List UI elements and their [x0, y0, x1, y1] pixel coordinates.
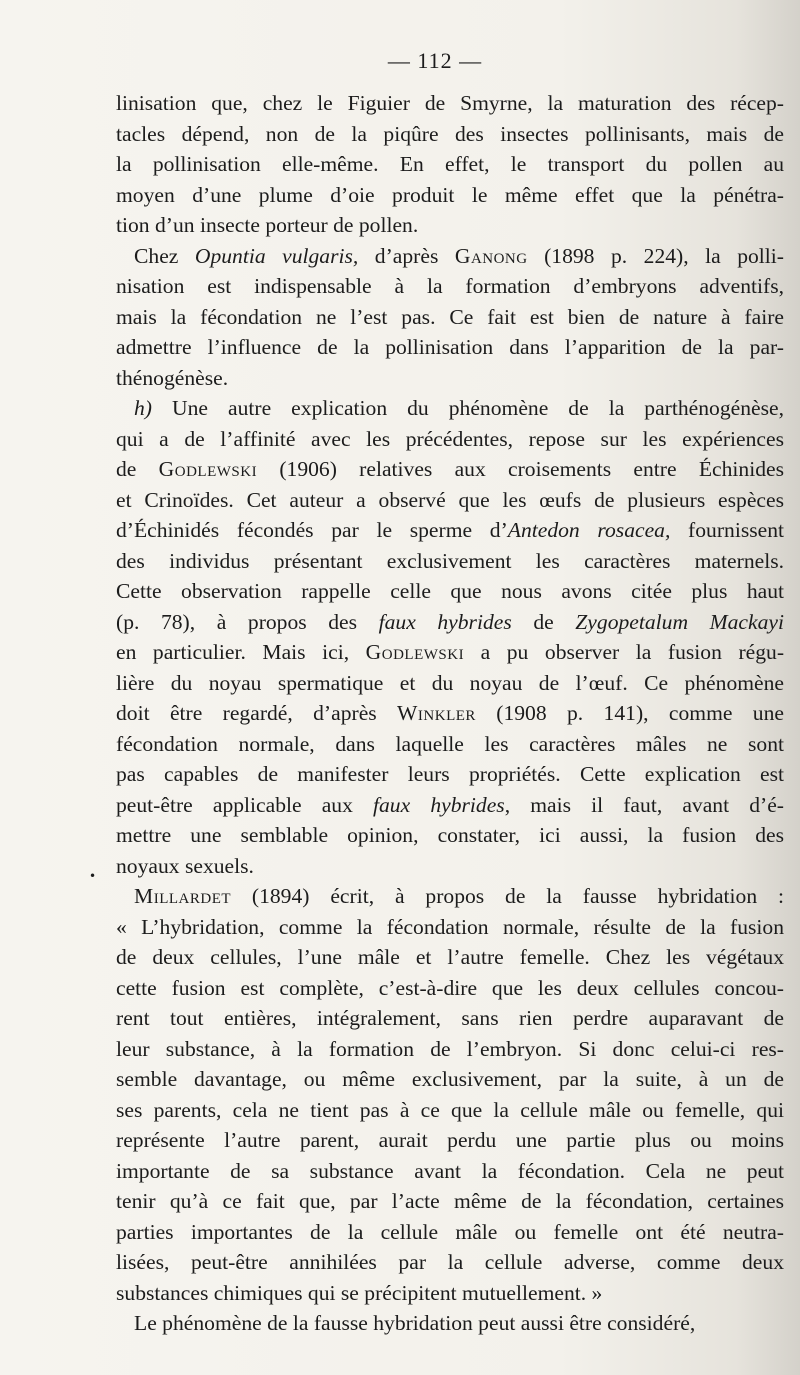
text-line: h) Une autre explication du phénomène de la parthénogénèse, [134, 396, 784, 420]
text-line: substances chimiques qui se précipitent mutuellement. » [116, 1280, 603, 1305]
text-line: nisation est indispensable à la formation d’embryons adventifs, [116, 274, 784, 298]
page-number: — 112 — [387, 48, 483, 73]
text-line: de Godlewski (1906) relatives aux croisements entre Échinides [116, 457, 785, 481]
text-line: « L’hybridation, comme la fécondation normale, résulte de la fusion [116, 914, 784, 939]
text-line: mettre une semblable opinion, constater, ici aussi, la fusion des [116, 823, 784, 847]
paragraph [116, 881, 784, 1308]
text-line: parties importantes de la cellule mâle ou femelle ont été neutra- [116, 1219, 784, 1244]
text-line: ses parents, cela ne tient pas à ce que la cellule mâle ou femelle, qui [116, 1097, 784, 1122]
text-line: Millardet (1894) écrit, à propos de la fausse hybridation : [134, 884, 784, 908]
text-line: (p. 78), à propos des faux hybrides de Zygopetalum Mackayi [116, 609, 784, 634]
text-line: fécondation normale, dans laquelle les caractères mâles ne sont [116, 731, 784, 756]
text-line: leur substance, à la formation de l’embryon. Si donc celui-ci res- [116, 1036, 784, 1061]
text-line: la pollinisation elle-même. En effet, le transport du pollen au [116, 152, 784, 176]
text-line: représente l’autre parent, aurait perdu une partie plus ou moins [116, 1128, 784, 1152]
text-line: qui a de l’affinité avec les précédentes, repose sur les expériences [116, 426, 784, 451]
text-line: cette fusion est complète, c’est-à-dire que les deux cellules concou- [116, 975, 784, 1000]
text-line: tenir qu’à ce fait que, par l’acte même de la fécondation, certaines [116, 1189, 784, 1213]
text-line: peut-être applicable aux faux hybrides, mais il faut, avant d’é- [116, 792, 784, 817]
paragraph [116, 1308, 784, 1339]
text-line: tacles dépend, non de la piqûre des insectes pollinisants, mais de [116, 121, 784, 146]
text-line: rent tout entières, intégralement, sans rien perdre auparavant de [116, 1006, 784, 1030]
text-line: des individus présentant exclusivement les caractères maternels. [116, 548, 784, 573]
paragraph [116, 88, 784, 241]
paragraph [116, 393, 784, 881]
paragraph [116, 241, 784, 394]
margin-bullet: • [89, 869, 97, 883]
text-line: et Crinoïdes. Cet auteur a observé que les œufs de plusieurs espèces [116, 487, 784, 512]
text-line: doit être regardé, d’après Winkler (1908 p. 141), comme une [116, 701, 784, 725]
text-line: Chez Opuntia vulgaris, d’après Ganong (1898 p. 224), la polli- [134, 243, 784, 268]
text-line: importante de sa substance avant la fécondation. Cela ne peut [116, 1158, 784, 1183]
text-line: en particulier. Mais ici, Godlewski a pu observer la fusion régu- [116, 640, 785, 664]
text-line: d’Échinidés fécondés par le sperme d’Antedon rosacea, fournissent [116, 518, 785, 542]
text-line: linisation que, chez le Figuier de Smyrne, la maturation des récep- [116, 91, 784, 115]
text-line: Cette observation rappelle celle que nous avons citée plus haut [116, 579, 784, 603]
text-line: Le phénomène de la fausse hybridation peut aussi être considéré, [134, 1311, 696, 1335]
text-line: de deux cellules, l’une mâle et l’autre femelle. Chez les végétaux [116, 945, 784, 969]
text-line: thénogénèse. [116, 365, 229, 390]
text-line: noyaux sexuels. [116, 853, 254, 878]
text-line: admettre l’influence de la pollinisation dans l’apparition de la par- [116, 335, 784, 359]
text-line: moyen d’une plume d’oie produit le même effet que la pénétra- [116, 182, 784, 207]
body-text [116, 88, 784, 1339]
text-line: pas capables de manifester leurs propriétés. Cette explication est [116, 762, 784, 786]
text-line: mais la fécondation ne l’est pas. Ce fait est bien de nature à faire [116, 304, 784, 329]
text-line: lière du noyau spermatique et du noyau de l’œuf. Ce phénomène [116, 670, 784, 695]
text-line: semble davantage, ou même exclusivement, par la suite, à un de [116, 1067, 784, 1091]
text-line: lisées, peut-être annihilées par la cellule adverse, comme deux [116, 1250, 784, 1274]
text-line: tion d’un insecte porteur de pollen. [116, 213, 419, 237]
